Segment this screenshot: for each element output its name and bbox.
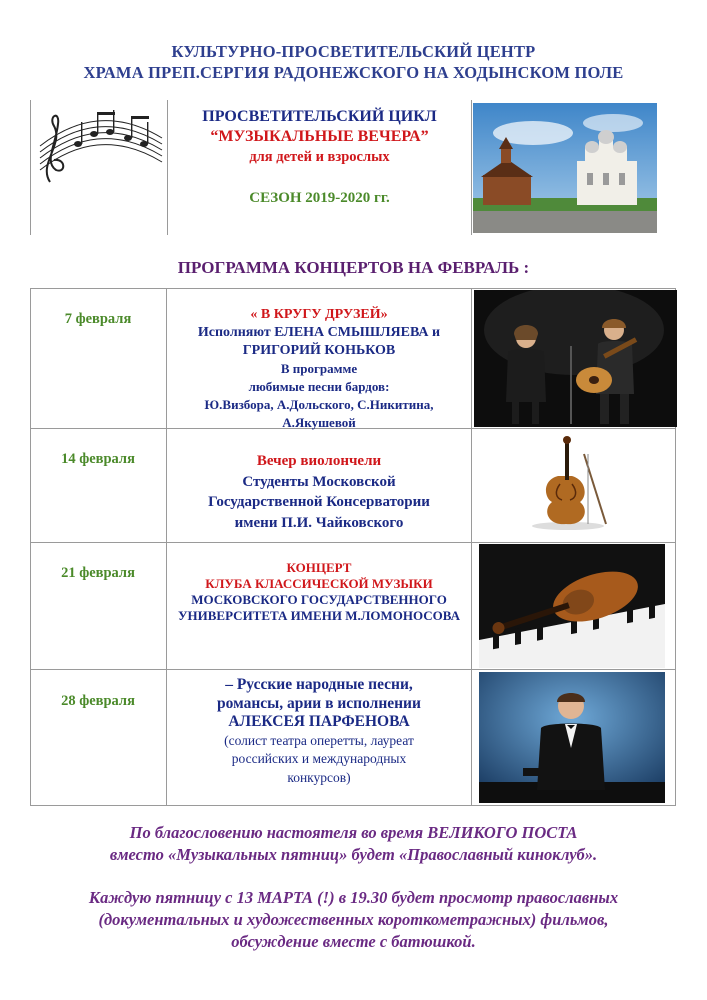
- concert-title: « В КРУГУ ДРУЗЕЙ»: [250, 307, 388, 322]
- program-title: ПРОГРАММА КОНЦЕРТОВ НА ФЕВРАЛЬ :: [177, 258, 530, 277]
- church-photo: [473, 103, 657, 233]
- performers-photo: [474, 290, 677, 427]
- table-border: [30, 288, 675, 289]
- concert-line: любимые песни бардов:: [248, 379, 390, 394]
- concert-line: конкурсов): [287, 769, 351, 785]
- concert-line: А.Якушевой: [282, 415, 356, 430]
- concert-line: КЛУБА КЛАССИЧЕСКОЙ МУЗЫКИ: [205, 576, 433, 591]
- footer-line: По благословению настоятеля во время ВЕЛИКОГО ПОСТА: [129, 823, 578, 842]
- concert-line: В программе: [280, 361, 358, 376]
- center-name-line1: КУЛЬТУРНО-ПРОСВЕТИТЕЛЬСКИЙ ЦЕНТР: [171, 42, 536, 61]
- table-border: [30, 805, 675, 806]
- concert-line: Ю.Визбора, А.Дольского, С.Никитина,: [204, 397, 434, 412]
- divider: [30, 100, 31, 235]
- music-notes-icon: [36, 104, 164, 188]
- season: СЕЗОН 2019-2020 гг.: [249, 190, 390, 206]
- footer-line: обсуждение вместе с батюшкой.: [231, 932, 476, 951]
- concert-line: Студенты Московской: [242, 473, 396, 490]
- footer-line: Каждую пятницу с 13 МАРТА (!) в 19.30 будет просмотр православных: [88, 888, 619, 907]
- concert-line: Исполняют ЕЛЕНА СМЫШЛЯЕВА и: [197, 325, 441, 340]
- cello-image: [528, 432, 618, 532]
- cycle-name: “МУЗЫКАЛЬНЫЕ ВЕЧЕРА”: [210, 128, 429, 145]
- singer-photo: [479, 672, 665, 803]
- concert-line: МОСКОВСКОГО ГОСУДАРСТВЕННОГО: [191, 592, 447, 607]
- concert-description: [167, 676, 471, 787]
- concert-date: 28 февраля: [61, 693, 135, 709]
- concert-line: (солист театра оперетты, лауреат: [224, 732, 414, 748]
- concert-description: [167, 560, 471, 624]
- concert-line: ГРИГОРИЙ КОНЬКОВ: [242, 343, 396, 358]
- concert-line: УНИВЕРСИТЕТА ИМЕНИ М.ЛОМОНОСОВА: [177, 608, 461, 623]
- footer-line: (документальных и художественных короткометражных) фильмов,: [98, 910, 609, 929]
- concert-line: Государственной Консерватории: [208, 494, 430, 510]
- concert-description: [167, 306, 471, 432]
- concert-description: [167, 451, 471, 533]
- table-border: [471, 288, 472, 806]
- concert-line: имени П.И. Чайковского: [234, 514, 404, 531]
- footer-line: вместо «Музыкальных пятниц» будет «Православный киноклуб».: [109, 845, 598, 864]
- table-border: [30, 542, 675, 543]
- concert-line: романсы, арии в исполнении: [217, 694, 421, 712]
- concert-title: Вечер виолончели: [256, 453, 382, 469]
- cycle-title: ПРОСВЕТИТЕЛЬСКИЙ ЦИКЛ: [202, 108, 437, 125]
- divider: [471, 100, 472, 235]
- center-name-line2: ХРАМА ПРЕП.СЕРГИЯ РАДОНЕЖСКОГО НА ХОДЫНСКОМ ПОЛЕ: [83, 63, 624, 82]
- cycle-audience: для детей и взрослых: [249, 149, 390, 165]
- concert-title: КОНЦЕРТ: [286, 560, 352, 575]
- table-border: [30, 288, 31, 806]
- concert-line: российских и международных: [231, 751, 407, 766]
- concert-line: АЛЕКСЕЯ ПАРФЕНОВА: [228, 713, 410, 730]
- concert-date: 21 февраля: [61, 565, 135, 581]
- concert-line: – Русские народные песни,: [225, 676, 413, 693]
- concert-date: 14 февраля: [61, 451, 135, 467]
- violin-piano-photo: [479, 544, 665, 668]
- table-border: [30, 669, 675, 670]
- concert-date: 7 февраля: [64, 311, 132, 327]
